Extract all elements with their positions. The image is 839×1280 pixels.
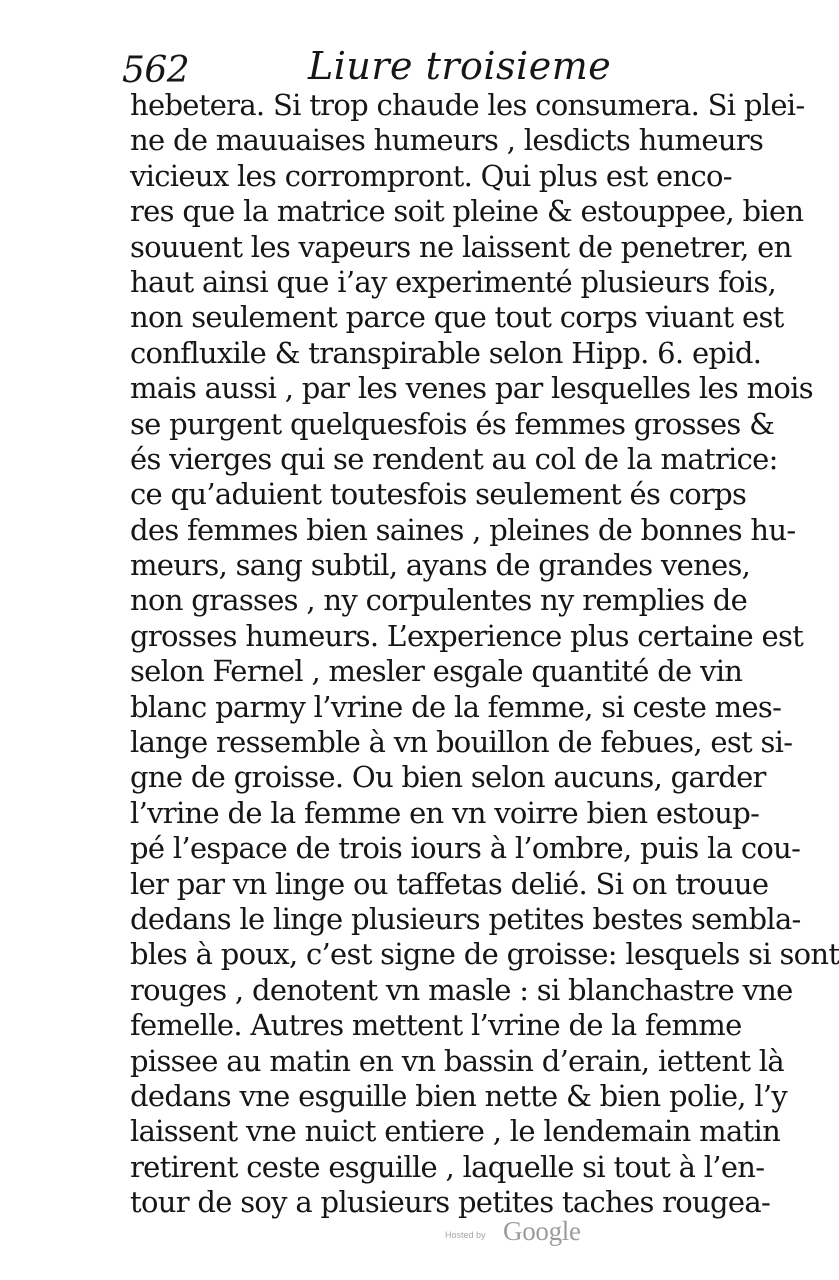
text-line: non seulement parce que tout corps viuant est	[130, 300, 784, 335]
text-line: se purgent quelquesfois és femmes grosses &	[130, 406, 775, 441]
google-logo: Google	[503, 1216, 581, 1246]
text-line: laissent vne nuict entiere , le lendemain matin	[130, 1114, 781, 1149]
running-title: Liure troisieme	[308, 44, 612, 88]
text-line: pé l’espace de trois iours à l’ombre, puis la cou-	[130, 831, 801, 866]
text-line: gne de groisse. Ou bien selon aucuns, garder	[130, 760, 766, 795]
page-header	[118, 44, 678, 94]
text-line: és vierges qui se rendent au col de la matrice:	[130, 441, 778, 476]
text-line: vicieux les corrompront. Qui plus est enco-	[130, 158, 732, 193]
text-line: des femmes bien saines , pleines de bonnes hu-	[130, 512, 796, 547]
text-line: pissee au matin en vn bassin d’erain, iettent là	[130, 1043, 784, 1078]
text-line: dedans vne esguille bien nette & bien polie, l’y	[130, 1078, 788, 1113]
text-line: retirent ceste esguille , laquelle si tout à l’en-	[130, 1149, 765, 1184]
text-line: femelle. Autres mettent l’vrine de la femme	[130, 1008, 742, 1043]
text-line: lange ressemble à vn bouillon de febues, est si-	[130, 725, 793, 760]
watermark-prefix: Hosted by	[445, 1230, 486, 1240]
text-line: confluxile & transpirable selon Hipp. 6. epid.	[130, 335, 762, 370]
text-line: haut ainsi que i’ay experimenté plusieurs fois,	[130, 264, 777, 299]
text-line: non grasses , ny corpulentes ny remplies de	[130, 583, 748, 618]
text-line: mais aussi , par les venes par lesquelles les mois	[130, 371, 813, 406]
text-line: res que la matrice soit pleine & estouppee, bien	[130, 194, 804, 229]
text-line: tour de soy a plusieurs petites taches rougea-	[130, 1185, 771, 1220]
google-watermark	[445, 1218, 605, 1248]
text-line: ne de mauuaises humeurs , lesdicts humeurs	[130, 123, 764, 158]
text-line: meurs, sang subtil, ayans de grandes venes,	[130, 548, 751, 583]
text-line: bles à poux, c’est signe de groisse: lesquels si sont	[130, 937, 839, 972]
text-line: grosses humeurs. L’experience plus certaine est	[130, 618, 804, 653]
text-line: souuent les vapeurs ne laissent de penetrer, en	[130, 229, 792, 264]
text-line: dedans le linge plusieurs petites bestes sembla-	[130, 901, 801, 936]
text-line: ce qu’aduient toutesfois seulement és corps	[130, 477, 747, 512]
text-line: ler par vn linge ou taffetas delié. Si on trouue	[130, 866, 769, 901]
text-line: selon Fernel , mesler esgale quantité de vin	[130, 654, 743, 689]
body-text	[130, 88, 839, 1221]
text-line: blanc parmy l’vrine de la femme, si ceste mes-	[130, 689, 782, 724]
text-line: hebetera. Si trop chaude les consumera. Si plei-	[130, 88, 805, 122]
text-line: rouges , denotent vn masle : si blanchastre vne	[130, 972, 793, 1007]
page-number: 562	[122, 50, 190, 91]
text-line: l’vrine de la femme en vn voirre bien estoup-	[130, 795, 760, 830]
